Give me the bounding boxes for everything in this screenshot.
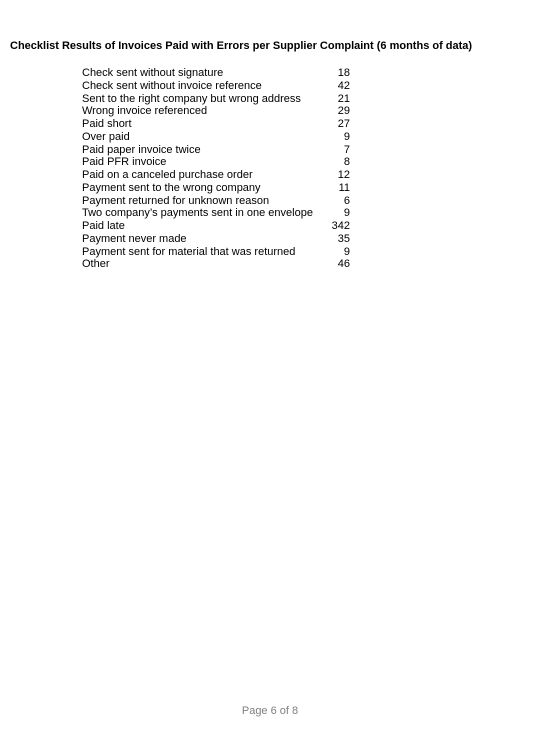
row-count: 8 bbox=[343, 156, 350, 169]
table-row bbox=[82, 156, 350, 169]
row-label: Check sent without signature bbox=[82, 67, 224, 79]
row-count: 35 bbox=[337, 232, 350, 245]
table-row bbox=[82, 233, 350, 246]
row-label: Over paid bbox=[82, 130, 130, 143]
row-label: Other bbox=[82, 258, 110, 271]
page-number: Page 6 of 8 bbox=[241, 705, 299, 717]
row-count: 342 bbox=[331, 220, 350, 232]
table-row bbox=[82, 207, 350, 220]
row-label: Payment sent for material that was returned bbox=[82, 245, 296, 258]
table-row bbox=[82, 246, 350, 259]
table-row bbox=[82, 93, 350, 106]
row-count: 11 bbox=[338, 181, 350, 194]
table-row bbox=[82, 144, 350, 157]
table-row bbox=[82, 169, 350, 182]
row-label: Wrong invoice referenced bbox=[82, 105, 208, 118]
row-count: 9 bbox=[343, 245, 350, 258]
row-count: 27 bbox=[337, 118, 350, 130]
row-count: 7 bbox=[343, 143, 350, 156]
table-row bbox=[82, 182, 350, 195]
table-row bbox=[82, 67, 350, 80]
row-label: Payment sent to the wrong company bbox=[82, 181, 261, 194]
table-row bbox=[82, 105, 350, 118]
row-count: 12 bbox=[337, 169, 350, 181]
table-row bbox=[82, 80, 350, 93]
row-label: Paid late bbox=[82, 220, 125, 232]
document-title: Checklist Results of Invoices Paid with Errors per Supplier Complaint (6 months of data) bbox=[10, 40, 473, 52]
row-label: Payment returned for unknown reason bbox=[82, 194, 270, 207]
row-label: Paid on a canceled purchase order bbox=[82, 169, 253, 181]
row-count: 46 bbox=[337, 258, 350, 271]
row-label: Paid short bbox=[82, 118, 132, 130]
row-label: Payment never made bbox=[82, 232, 187, 245]
row-count: 9 bbox=[343, 130, 350, 143]
table-row bbox=[82, 195, 350, 208]
row-label: Paid PFR invoice bbox=[82, 156, 167, 169]
complaint-table bbox=[82, 67, 350, 271]
table-row bbox=[82, 258, 350, 271]
row-count: 42 bbox=[337, 79, 350, 92]
row-label: Two company’s payments sent in one envelope bbox=[82, 207, 313, 220]
row-count: 9 bbox=[343, 207, 350, 220]
row-count: 21 bbox=[337, 92, 350, 105]
row-label: Paid paper invoice twice bbox=[82, 143, 201, 156]
row-count: 18 bbox=[337, 67, 350, 79]
row-count: 29 bbox=[337, 105, 350, 118]
row-count: 6 bbox=[343, 194, 350, 207]
table-row bbox=[82, 220, 350, 233]
row-label: Sent to the right company but wrong address bbox=[82, 92, 301, 105]
row-label: Check sent without invoice reference bbox=[82, 79, 262, 92]
table-row bbox=[82, 118, 350, 131]
table-row bbox=[82, 131, 350, 144]
